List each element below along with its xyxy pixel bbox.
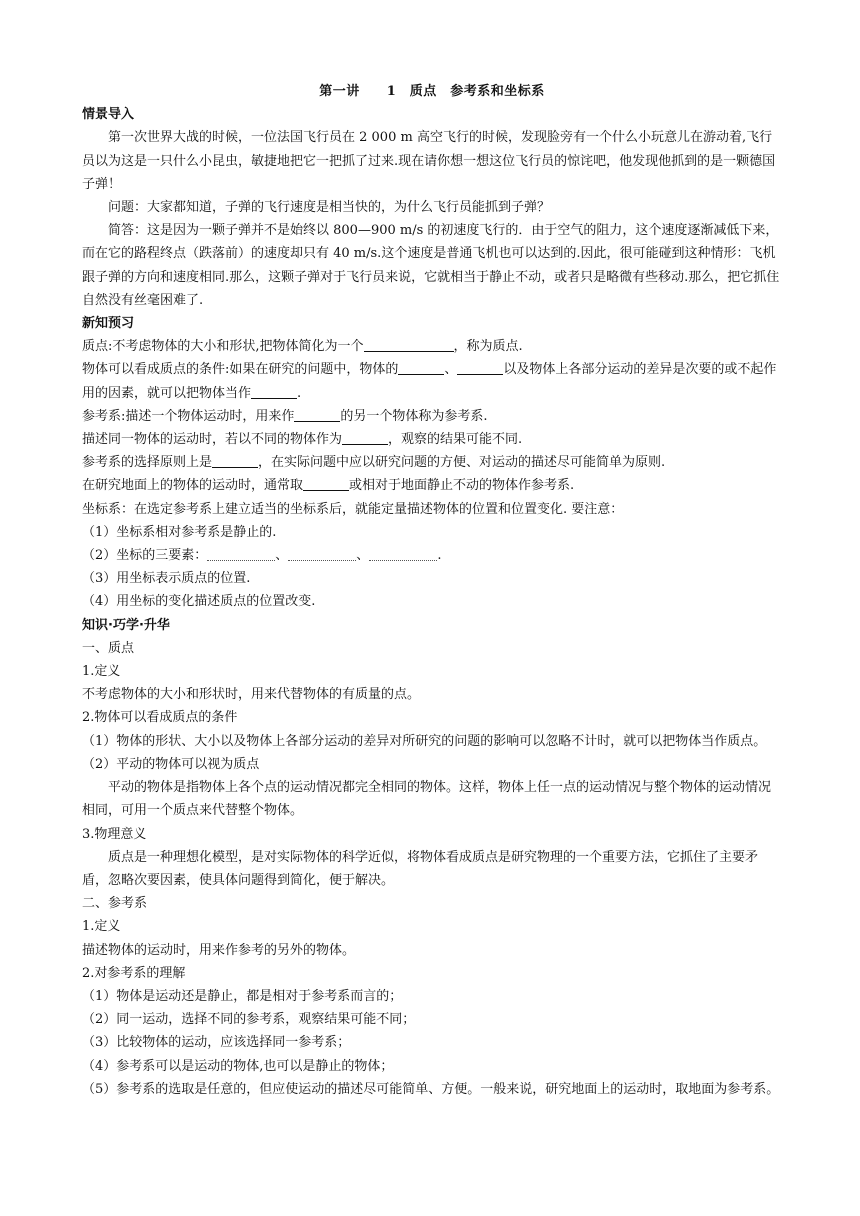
list-item: （5）参考系的选取是任意的，但应使运动的描述尽可能简单、方便。一般来说，研究地面上的运动时，取地面为参考系。 [82,1081,780,1097]
section-heading-preview: 新知预习 [82,316,135,332]
text: . [437,548,442,564]
document-page [82,80,782,1101]
text: 的另一个物体称为参考系. [340,408,488,424]
fill-line-condition [82,358,782,404]
text: 或相对于地面静止不动的物体作参考系. [349,478,575,494]
fill-line-reference [82,405,782,428]
blank-field[interactable] [457,360,503,375]
page-title: 第一讲 1 质点 参考系和坐标系 [319,84,545,99]
text: 参考系的选择原则上是 [82,455,213,471]
fill-line-ground [82,474,782,497]
section-heading-intro: 情景导入 [82,107,135,123]
blank-field[interactable] [369,547,437,561]
paragraph: 平动的物体是指物体上各个点的运动情况都完全相同的物体。这样，物体上任一点的运动情况与整个物体的运动情况相同，可用一个质点来代替整个物体。 [82,780,772,819]
subsection-heading: 一、质点 [82,640,135,656]
question-paragraph: 问题：大家都知道，子弹的飞行速度是相当快的，为什么飞行员能抓到子弹？ [108,200,551,216]
list-item: （3）比较物体的运动，应该选择同一参考系； [82,1035,351,1051]
text: 以及物体上各部分运动的差异是次要的或不起作用的因素，就可以把物体当作 [82,362,777,401]
answer-paragraph: 简答：这是因为一颗子弹并不是始终以 800—900 m/s 的初速度飞行的．由于空气的阻力，这个速度逐渐减低下来，而在它的路程终点（跌落前）的速度却只有 40 m/s.这个速度是普通飞机也可以达到的.因此，很可能碰到这种情形：飞机跟子弹的方向和速度相同.那么，这颗子弹对于飞行员来说，它就相当于静止不动，或者只是略微有些移动.那么，把它抓住自然没有丝毫困难了. [82,223,780,308]
blank-field[interactable] [303,476,349,491]
list-item-elements [82,544,782,567]
text: 在研究地面上的物体的运动时，通常取 [82,478,304,494]
blank-field[interactable] [342,430,388,445]
text: （2）坐标的三要素： [82,548,208,564]
text: 质点:不考虑物体的大小和形状,把物体简化为一个 [82,339,364,355]
fill-line-principle [82,451,782,474]
list-item: （4）参考系可以是运动的物体,也可以是静止的物体； [82,1058,394,1074]
text: ，称为质点. [453,339,523,355]
subsection-heading: 二、参考系 [82,896,148,912]
definition-text: 不考虑物体的大小和形状时，用来代替物体的有质量的点。 [82,687,421,703]
intro-paragraph: 第一次世界大战的时候，一位法国飞行员在 2 000 m 高空飞行的时候，发现脸旁有一个什么小玩意儿在游动着,飞行员以为这是一只什么小昆虫，敏捷地把它一把抓了过来.现在请你想一想这位飞行员的惊诧吧，他发现他抓到的是一颗德国子弹！ [82,130,776,192]
coordinate-intro: 坐标系：在选定参考系上建立适当的坐标系后，就能定量描述物体的位置和位置变化. 要注意： [82,501,624,517]
text: 、 [444,362,458,378]
list-item: （1）物体是运动还是静止，都是相对于参考系而言的； [82,988,403,1004]
subsubsection-heading: 2.对参考系的理解 [82,965,186,981]
text: 物体可以看成质点的条件:如果在研究的问题中，物体的 [82,362,399,378]
fill-line-particle [82,335,782,358]
text: 、 [275,548,289,564]
text: 、 [356,548,370,564]
text: ，观察的结果可能不同. [388,432,523,448]
list-item: （3）用坐标表示质点的位置. [82,571,251,587]
text: 参考系:描述一个物体运动时，用来作 [82,408,295,424]
text: ，在实际问题中应以研究问题的方便、对运动的描述尽可能简单为原则. [258,455,666,471]
list-item: （2）平动的物体可以视为质点 [82,756,260,772]
list-item: （2）同一运动，选择不同的参考系，观察结果可能不同； [82,1012,416,1028]
subsubsection-heading: 3.物理意义 [82,826,147,842]
subsubsection-heading: 1.定义 [82,664,121,680]
definition-text: 描述物体的运动时，用来作参考的另外的物体。 [82,942,356,958]
subsubsection-heading: 1.定义 [82,919,121,935]
text: . [297,385,302,401]
blank-field[interactable] [212,453,258,468]
list-item: （4）用坐标的变化描述质点的位置改变. [82,594,316,610]
list-item: （1）坐标系相对参考系是静止的. [82,524,277,540]
section-heading-knowledge: 知识·巧学·升华 [82,617,170,633]
blank-field[interactable] [364,337,454,352]
blank-field[interactable] [207,547,275,561]
blank-field[interactable] [294,407,340,422]
fill-line-different [82,428,782,451]
blank-field[interactable] [251,384,297,399]
blank-field[interactable] [288,547,356,561]
text: 描述同一物体的运动时，若以不同的物体作为 [82,432,343,448]
list-item: （1）物体的形状、大小以及物体上各部分运动的差异对所研究的问题的影响可以忽略不计时，就可以把物体当作质点。 [82,733,767,749]
subsubsection-heading: 2.物体可以看成质点的条件 [82,710,238,726]
blank-field[interactable] [398,360,444,375]
paragraph: 质点是一种理想化模型，是对实际物体的科学近似，将物体看成质点是研究物理的一个重要方法，它抓住了主要矛盾，忽略次要因素，使具体问题得到简化，便于解决。 [82,849,759,888]
